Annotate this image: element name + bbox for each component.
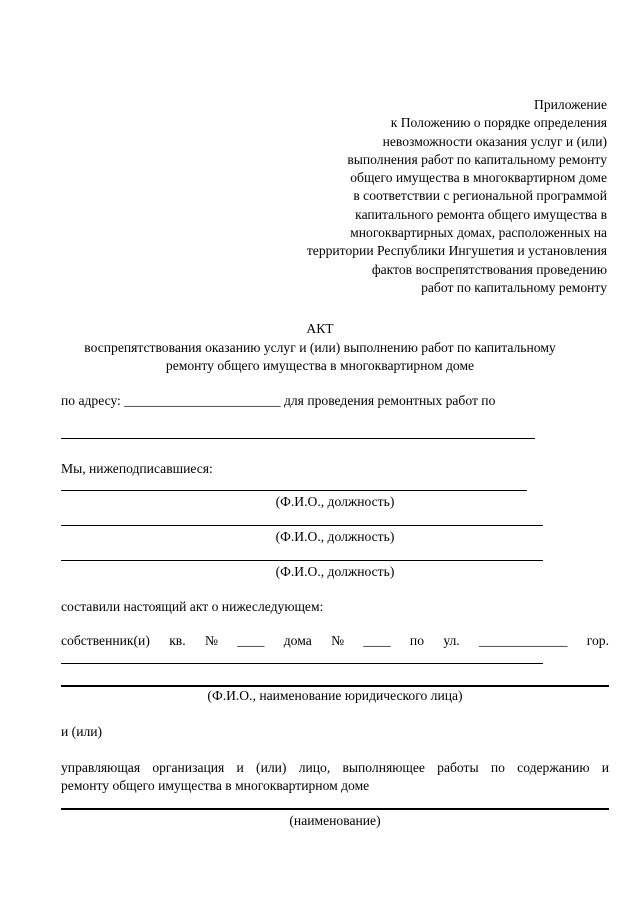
address-blank[interactable]: _______________________ [124,393,281,408]
signatory-3-caption: (Ф.И.О., должность) [275,564,395,579]
signatory-3-line[interactable] [61,560,543,561]
appendix-line: к Положению о порядке определения [390,115,607,131]
address-suffix: для проведения ремонтных работ по [283,393,496,408]
appendix-block [227,96,607,297]
act-heading [0,320,640,376]
owner-line [61,633,609,649]
signatory-1-line[interactable] [61,490,527,491]
appendix-line: выполнения работ по капитальному ремонту [347,151,607,167]
act-title: АКТ [306,321,334,336]
manager-name-line[interactable] [61,808,609,810]
manager-line2: ремонту общего имущества в многоквартирном доме [61,778,370,793]
number-sign: № [331,633,345,648]
statement-text: составили настоящий акт о нижеследующем: [61,599,324,614]
owner-name-line[interactable] [61,685,609,687]
act-subtitle-line1: воспрепятствования оказанию услуг и (или) выполнению работ по капитальному [84,339,556,355]
address-line [61,393,495,409]
or-text: и (или) [61,724,103,739]
manager-caption: (наименование) [289,813,381,828]
manager-line1: управляющая организация и (или) лицо, выполняющее работы по содержанию и [61,760,609,775]
appendix-line: в соответствии с региональной программой [353,188,607,204]
house-number-blank[interactable]: ____ [363,633,391,648]
house-label: дома [283,633,312,648]
city-abbr: гор. [586,633,609,648]
signatories-intro: Мы, нижеподписавшиеся: [61,461,213,476]
owner-label: собственник(и) [61,633,150,648]
appendix-line: Приложение [534,97,607,112]
address-label: по адресу: [61,393,121,408]
signatory-1-caption: (Ф.И.О., должность) [275,494,395,509]
appendix-line: фактов воспрепятствования проведению [371,261,607,277]
signatory-2-caption: (Ф.И.О., должность) [275,529,395,544]
owner-line-2[interactable] [61,663,543,664]
appendix-line: капитального ремонта общего имущества в [355,206,607,222]
street-prep: по [409,633,424,648]
manager-block [61,759,609,795]
street-blank[interactable]: _____________ [479,633,568,648]
appendix-line: территории Республики Ингушетия и установления [306,243,607,259]
appendix-line: многоквартирных домах, расположенных на [350,225,607,241]
street-abbr: ул. [443,633,460,648]
number-sign: № [204,633,218,648]
apartment-abbr: кв. [169,633,186,648]
act-subtitle-line2: ремонту общего имущества в многоквартирном доме [165,358,475,373]
appendix-line: невозможности оказания услуг и (или) [382,133,607,149]
appendix-line: общего имущества в многоквартирном доме [350,170,607,186]
apartment-number-blank[interactable]: ____ [237,633,265,648]
signatory-2-line[interactable] [61,525,543,526]
repair-works-line[interactable] [61,438,535,439]
appendix-line: работ по капитальному ремонту [421,279,607,295]
owner-caption: (Ф.И.О., наименование юридического лица) [207,688,463,703]
